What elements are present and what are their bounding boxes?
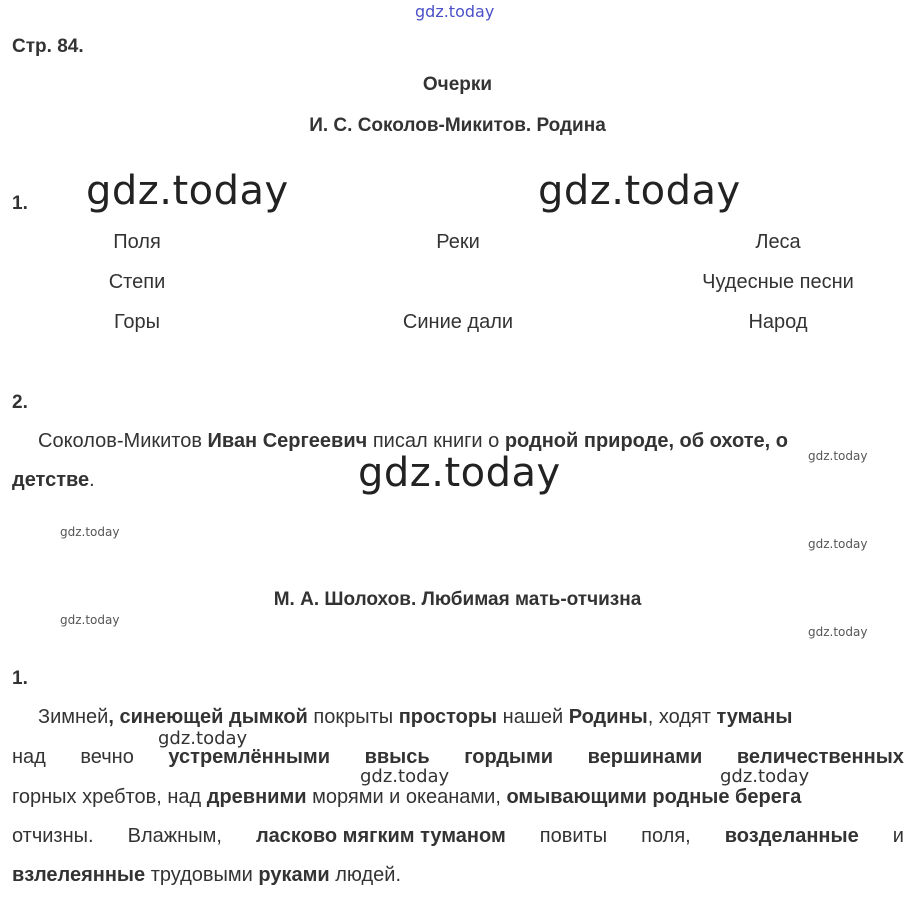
text-bold: величественных [736, 746, 904, 768]
text-bold: возделанные [724, 825, 859, 847]
text-span: Соколов-Микитов [38, 430, 208, 452]
text-span: людей. [329, 864, 401, 886]
text-bold: Иван Сергеевич [207, 430, 368, 452]
text-bold: гордыми [464, 746, 554, 768]
text-span: поля, [641, 825, 691, 847]
text-bold: взлелеянные [12, 864, 146, 886]
text-span: трудовыми [145, 864, 259, 886]
sholokhov-line-4 [12, 825, 904, 848]
text-span: . [89, 469, 95, 491]
section-subtitle-sokolov: И. С. Соколов-Микитов. Родина [309, 115, 606, 136]
sholokhov-line-3 [12, 786, 904, 809]
grid-cell: Горы [113, 311, 161, 333]
watermark-small: gdz.today [808, 449, 868, 463]
section-title: Очерки [422, 74, 493, 95]
text-bold: ввысь [364, 746, 430, 768]
watermark-big-1: gdz.today [86, 168, 289, 214]
text-span: над [12, 746, 46, 768]
text-bold: вершинами [587, 746, 703, 768]
text-bold: просторы [398, 706, 498, 728]
grid-cell: Поля [113, 231, 161, 253]
task-number-2: 2. [12, 392, 28, 413]
text-span: Влажным, [127, 825, 222, 847]
text-span: повиты [539, 825, 608, 847]
sholokhov-line-5 [12, 864, 904, 887]
text-bold: ласково мягким туманом [255, 825, 506, 847]
text-bold: устремлёнными [168, 746, 330, 768]
watermark-small: gdz.today [808, 537, 868, 551]
watermark-big-2: gdz.today [538, 168, 741, 214]
text-span: покрыты [307, 706, 399, 728]
text-span: писал книги о [367, 430, 505, 452]
text-span: Зимней [38, 706, 109, 728]
sholokhov-line-1 [38, 706, 904, 729]
text-span: , ходят [647, 706, 717, 728]
text-span: вечно [80, 746, 134, 768]
grid-cell: Реки [436, 231, 480, 253]
task-number-1: 1. [12, 193, 28, 214]
task-number-1b: 1. [12, 668, 28, 689]
text-span: горных хребтов, над [12, 786, 207, 808]
page-label: Стр. 84. [12, 36, 84, 57]
watermark-small: gdz.today [60, 525, 120, 539]
text-bold: древними [206, 786, 307, 808]
text-bold: туманы [716, 706, 793, 728]
text-span: и [892, 825, 904, 847]
text-span: нашей [497, 706, 569, 728]
text-bold: детстве [12, 469, 90, 491]
watermark-small: gdz.today [60, 613, 120, 627]
grid-cell: Синие дали [402, 311, 514, 333]
text-bold: омывающими родные берега [506, 786, 802, 808]
watermark-mid: gdz.today [360, 766, 450, 787]
text-bold: , синеющей дымкой [108, 706, 308, 728]
text-bold: руками [258, 864, 330, 886]
grid-cell: Народ [748, 311, 808, 333]
text-bold: Родины [568, 706, 648, 728]
watermark-top: gdz.today [415, 2, 495, 21]
text-bold: родной природе, об охоте, о [504, 430, 788, 452]
section-subtitle-sholokhov: М. А. Шолохов. Любимая мать-отчизна [273, 589, 642, 610]
watermark-small: gdz.today [808, 625, 868, 639]
grid-cell: Чудесные песни [702, 271, 854, 293]
watermark-mid: gdz.today [158, 728, 248, 749]
text-span: морями и океанами, [306, 786, 507, 808]
text-span: отчизны. [12, 825, 94, 847]
grid-cell: Степи [108, 271, 166, 293]
grid-cell: Леса [755, 231, 801, 253]
watermark-big-3: gdz.today [358, 450, 561, 496]
watermark-mid: gdz.today [720, 766, 810, 787]
